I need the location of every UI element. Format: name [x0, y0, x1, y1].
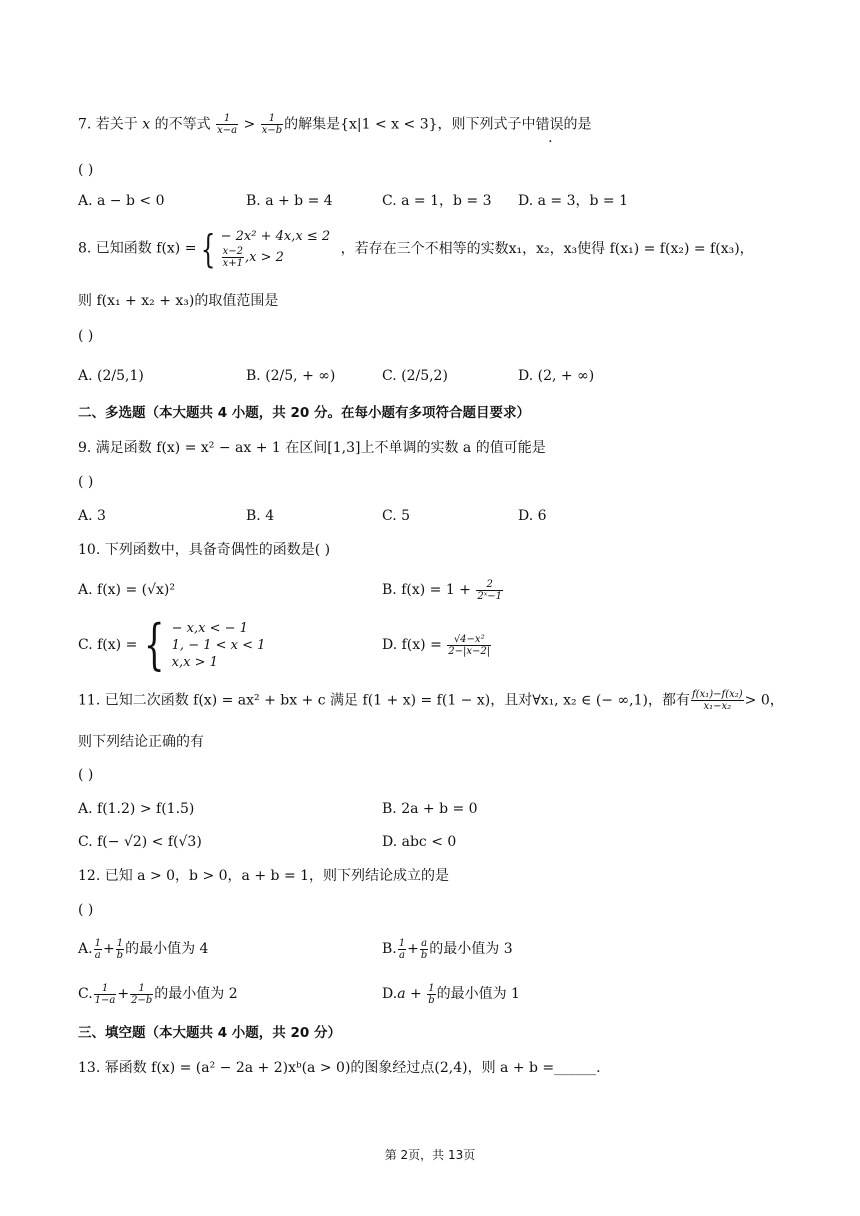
q8-option-b: B. (2/5, + ∞)	[246, 368, 336, 384]
q13-stem: 13. 幂函数 f(x) = (a² − 2a + 2)xᵇ(a > 0)的图象经过点(2,4)，则 a + b =______.	[78, 1060, 601, 1076]
q7-frac-left: $\frac{1}{x-a}$	[217, 113, 238, 136]
q7-option-d: D. a = 3，b = 1	[518, 193, 629, 209]
q8-blank: ( )	[78, 328, 94, 344]
q11-option-d: D. abc < 0	[382, 834, 457, 850]
section-fill-in: 三、填空题（本大题共 4 小题，共 20 分）	[78, 1025, 341, 1041]
q11-blank: ( )	[78, 767, 94, 783]
q12-blank: ( )	[78, 902, 94, 918]
q12-stem: 12. 已知 a > 0，b > 0，a + b = 1，则下列结论成立的是	[78, 868, 450, 884]
q12-option-b: B. $\frac{1}{a}$ + $\frac{a}{b}$ 的最小值为 3	[382, 937, 513, 961]
q8-piecewise: − 2x² + 4x,x ≤ 2 $\frac{x-2}{x+1}$ ,x > 2	[220, 229, 331, 269]
q8-option-d: D. (2, + ∞)	[518, 368, 595, 384]
q7-frac-right: $\frac{1}{x-b}$	[261, 113, 283, 136]
section-multiple-choice: 二、多选题（本大题共 4 小题，共 20 分。在每小题有多项符合题目要求）	[78, 405, 530, 421]
q11-option-b: B. 2a + b = 0	[382, 801, 478, 817]
q8-stem: 8. 已知函数 f(x) = { − 2x² + 4x,x ≤ 2 $\frac{x-2}{x+1}$ ,x > 2 ，若存在三个不相等的实数x₁，x₂，x₃使得 f(x₁) = f(x₂) = f(x₃)，	[78, 226, 754, 271]
q10-stem: 10. 下列函数中，具备奇偶性的函数是( )	[78, 542, 331, 558]
q8-line2: 则 f(x₁ + x₂ + x₃)的取值范围是	[78, 293, 279, 309]
q11-stem: 11. 已知二次函数 f(x) = ax² + bx + c 满足 f(1 + x) = f(1 − x)，且对∀x₁, x₂ ∈ (− ∞,1)，都有 $\frac{\text{f(x₁)−f(x₂)}}{\text{x₁−x₂}}$ > 0，	[78, 689, 784, 712]
page-footer: 第 2页，共 13页	[384, 1148, 476, 1162]
q11-option-c: C. f(− √2) < f(√3)	[78, 834, 202, 850]
q12-option-a: A. $\frac{1}{a}$ + $\frac{1}{b}$ 的最小值为 4	[78, 937, 209, 961]
q10-option-b: B. f(x) = 1 + $\frac{2}{\text{2ˣ−1}}$	[382, 578, 503, 602]
q11-option-a: A. f(1.2) > f(1.5)	[78, 801, 195, 817]
q10-option-d: D. f(x) = $\frac{\text{√4−x²}}{2-|x-2|}$	[382, 633, 491, 657]
q8-option-a: A. (2/5,1)	[78, 368, 144, 384]
q9-option-b: B. 4	[246, 508, 275, 524]
q10-option-c: C. f(x) = { − x,x < − 1 1, − 1 < x < 1 x,x > 1	[78, 613, 266, 676]
q7-option-c: C. a = 1，b = 3	[382, 193, 492, 209]
q9-blank: ( )	[78, 474, 94, 490]
q12-option-c: C. $\frac{1}{1-a}$ + $\frac{1}{2-b}$ 的最小值为 2	[78, 982, 238, 1006]
q9-stem: 9. 满足函数 f(x) = x² − ax + 1 在区间[1,3]上不单调的实数 a 的值可能是	[78, 440, 546, 456]
q9-option-a: A. 3	[78, 508, 106, 524]
q9-option-d: D. 6	[518, 508, 547, 524]
q7-option-b: B. a + b = 4	[246, 193, 333, 209]
q7-stem: 7. 若关于 x 的不等式 $\frac{1}{x-a}$ > $\frac{1}{x-b}$ 的解集是{x|1 < x < 3}，则下列式子中错误的是	[78, 113, 592, 136]
q12-option-d: D.a + $\frac{1}{b}$ 的最小值为 1	[382, 982, 520, 1006]
q8-option-c: C. (2/5,2)	[382, 368, 448, 384]
q7-emphasis: 错误	[535, 116, 564, 133]
q11-line2: 则下列结论正确的有	[78, 734, 204, 750]
q10-option-a: A. f(x) = (√x)²	[78, 582, 175, 598]
q7-blank: ( )	[78, 162, 94, 178]
q9-option-c: C. 5	[382, 508, 411, 524]
q7-option-a: A. a − b < 0	[78, 193, 165, 209]
